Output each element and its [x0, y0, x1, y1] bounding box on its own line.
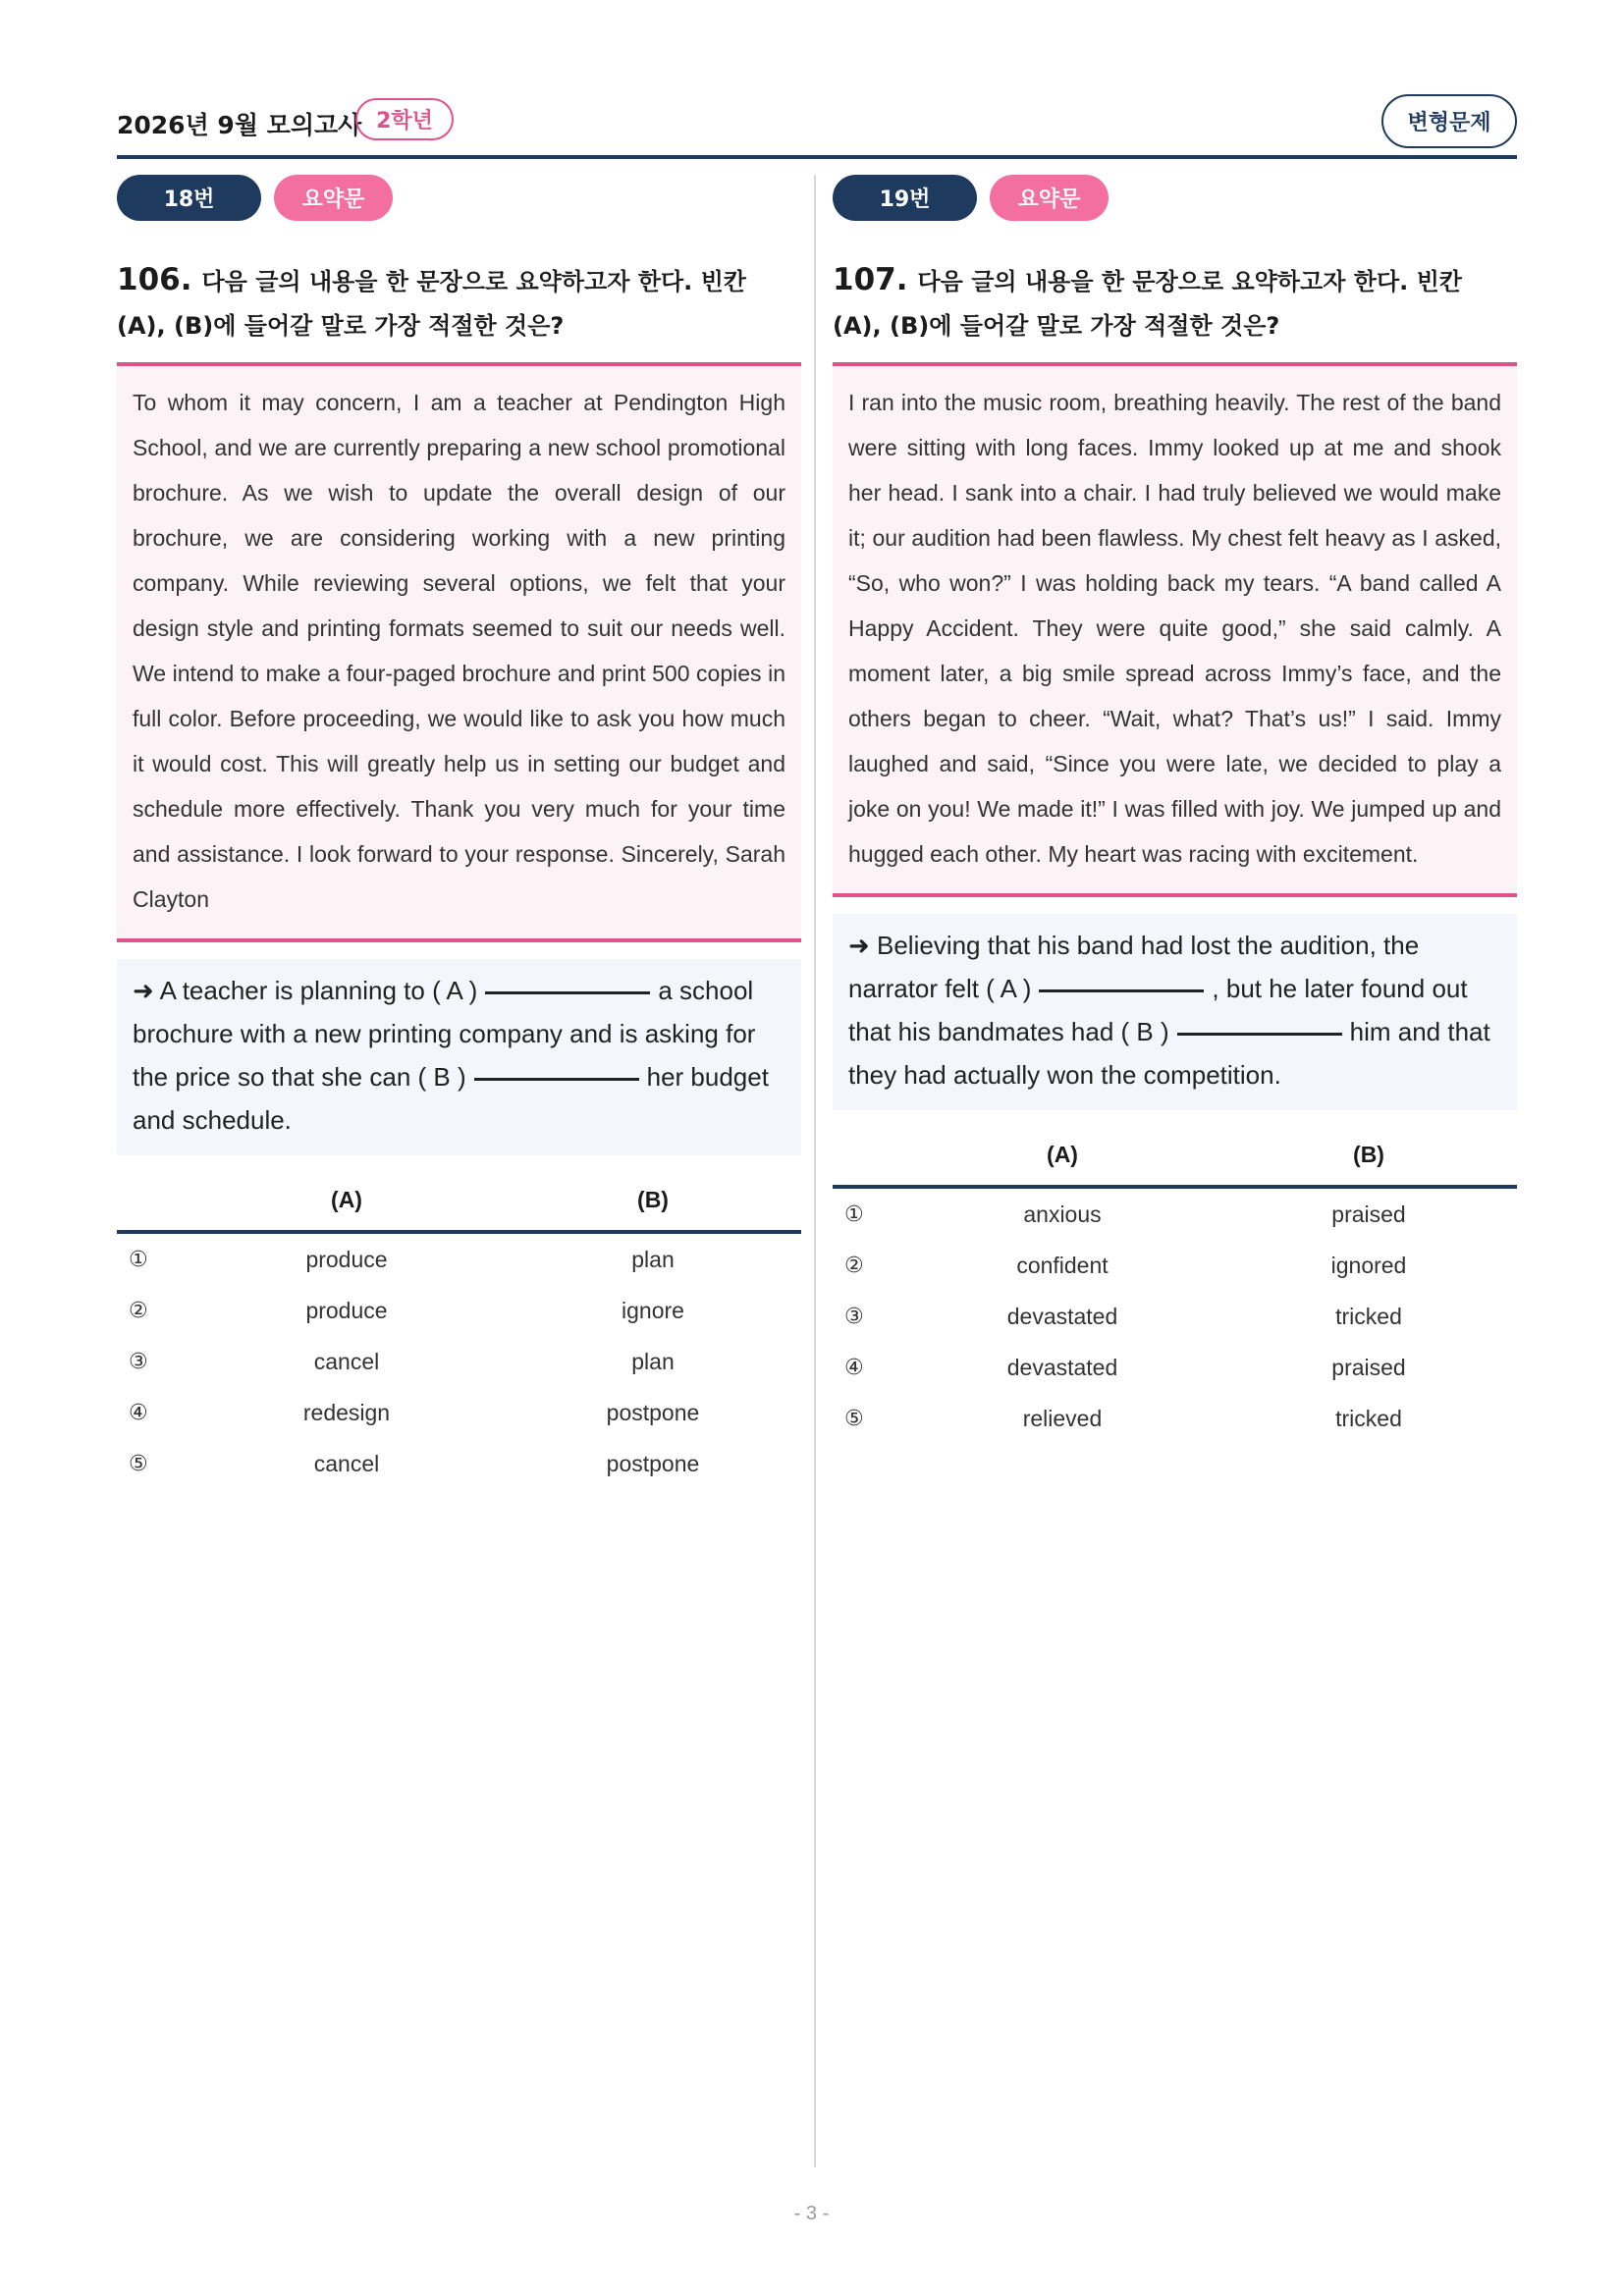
choice-b: postpone: [606, 1450, 700, 1476]
choice-row[interactable]: [833, 1240, 1517, 1291]
question-number: 106.: [117, 262, 192, 297]
question-prompt: [117, 258, 801, 348]
choice-header-b: (B): [505, 1170, 801, 1232]
choice-a: produce: [305, 1246, 388, 1272]
question-type-badge: 요약문: [274, 175, 393, 221]
choice-row[interactable]: [117, 1285, 801, 1336]
question-badges: [117, 175, 801, 222]
choice-row[interactable]: [117, 1232, 801, 1285]
question-prompt: [833, 258, 1517, 348]
choice-b: ignored: [1330, 1252, 1407, 1278]
question-106-column: [117, 175, 801, 1489]
summary-part-2: , but he later found out that his bandmates had ( B ): [848, 974, 1468, 1046]
choice-b: tricked: [1335, 1303, 1402, 1329]
source-number-badge: 19번: [833, 175, 977, 221]
source-number-badge: 18번: [117, 175, 261, 221]
choice-row[interactable]: [117, 1336, 801, 1387]
blank-a: [485, 991, 650, 994]
choice-number: ③: [129, 1349, 148, 1374]
choice-number-header: [117, 1170, 189, 1232]
choice-number: ②: [844, 1253, 864, 1278]
choices-header-row: [833, 1125, 1517, 1187]
summary-part-1: ➜ A teacher is planning to ( A ): [133, 976, 478, 1005]
choice-b: plan: [631, 1246, 675, 1272]
passage-box: To whom it may concern, I am a teacher at Pendington High School, and we are currently preparing a new school promotional brochure. As we wish to update the overall design of our brochure, we are considering working with a new printing company. While reviewing several options, we felt that your design style and printing formats seemed to suit our needs well. We intend to make a four-paged brochure and print 500 copies in full color. Before proceeding, we would like to ask you how much it would cost. This will greatly help us in setting our budget and schedule more effectively. Thank you very much for your time and assistance. I look forward to your response. Sincerely, Sarah Clayton: [117, 362, 801, 942]
choice-number: ②: [129, 1298, 148, 1323]
question-text: 다음 글의 내용을 한 문장으로 요약하고자 한다. 빈칸 (A), (B)에 들어갈 말로 가장 적절한 것은?: [833, 268, 1462, 340]
choice-a: relieved: [1022, 1405, 1103, 1431]
choice-a: anxious: [1023, 1201, 1102, 1227]
choice-b: praised: [1331, 1201, 1406, 1227]
summary-part-1: ➜ Believing that his band had lost the audition, the narrator felt ( A ): [848, 931, 1420, 1003]
grade-badge: 2학년: [355, 98, 454, 140]
choice-a: devastated: [1006, 1354, 1118, 1380]
question-text: 다음 글의 내용을 한 문장으로 요약하고자 한다. 빈칸 (A), (B)에 들어갈 말로 가장 적절한 것은?: [117, 268, 746, 340]
choice-number: ⑤: [844, 1406, 864, 1431]
choice-number: ⑤: [129, 1451, 148, 1476]
summary-box: [117, 959, 801, 1155]
choices-header-row: [117, 1170, 801, 1232]
choice-number: ④: [129, 1400, 148, 1425]
choice-header-a: (A): [189, 1170, 505, 1232]
choice-number: ③: [844, 1304, 864, 1329]
choice-row[interactable]: [833, 1393, 1517, 1444]
summary-part-2: a school brochure with a new printing company and is asking for the price so that she can ( B ): [133, 976, 756, 1092]
choice-row[interactable]: [833, 1291, 1517, 1342]
choice-row[interactable]: [833, 1342, 1517, 1393]
passage-box: I ran into the music room, breathing heavily. The rest of the band were sitting with long faces. Immy looked up at me and shook her head. I sank into a chair. I had truly believed we would make it; our audition had been flawless. My chest felt heavy as I asked, “So, who won?” I was holding back my tears. “A band called A Happy Accident. They were quite good,” she said calmly. A moment later, a big smile spread across Immy’s face, and the others began to cheer. “Wait, what? That’s us!” I said. Immy laughed and said, “Since you were late, we decided to play a joke on you! We made it!” I was filled with joy. We jumped up and hugged each other. My heart was racing with excitement.: [833, 362, 1517, 897]
variant-badge: 변형문제: [1381, 94, 1517, 148]
choice-number: ①: [129, 1247, 148, 1272]
choice-header-a: (A): [904, 1125, 1220, 1187]
choice-row[interactable]: [117, 1387, 801, 1438]
answer-choices-table: [117, 1170, 801, 1489]
question-type-badge: 요약문: [990, 175, 1109, 221]
choice-number: ④: [844, 1355, 864, 1380]
exam-title: 2026년 9월 모의고사: [117, 111, 362, 139]
choice-b: postpone: [606, 1399, 700, 1425]
choice-number: ①: [844, 1201, 864, 1227]
summary-part-3: him and that they had actually won the competition.: [848, 1017, 1490, 1090]
header-rule: [117, 155, 1517, 159]
question-107-column: [833, 175, 1517, 1444]
choice-b: tricked: [1335, 1405, 1402, 1431]
blank-b: [474, 1078, 639, 1081]
choice-row[interactable]: [117, 1438, 801, 1489]
choice-b: ignore: [622, 1297, 684, 1323]
question-number: 107.: [833, 262, 908, 297]
choice-a: confident: [1016, 1252, 1109, 1278]
page-number: - 3 -: [793, 2203, 830, 2224]
summary-box: [833, 914, 1517, 1110]
question-badges: [833, 175, 1517, 222]
choice-number-header: [833, 1125, 904, 1187]
column-divider: [814, 175, 816, 2167]
page-header: [117, 94, 1517, 157]
choice-a: redesign: [302, 1399, 391, 1425]
choice-a: devastated: [1006, 1303, 1118, 1329]
blank-a: [1039, 989, 1204, 992]
answer-choices-table: [833, 1125, 1517, 1444]
choice-a: cancel: [313, 1450, 380, 1476]
choice-header-b: (B): [1220, 1125, 1517, 1187]
summary-part-3: her budget and schedule.: [133, 1062, 769, 1135]
choice-a: cancel: [313, 1348, 380, 1374]
choice-b: plan: [631, 1348, 675, 1374]
choice-b: praised: [1331, 1354, 1406, 1380]
choice-a: produce: [305, 1297, 388, 1323]
blank-b: [1177, 1033, 1342, 1036]
choice-row[interactable]: [833, 1187, 1517, 1240]
